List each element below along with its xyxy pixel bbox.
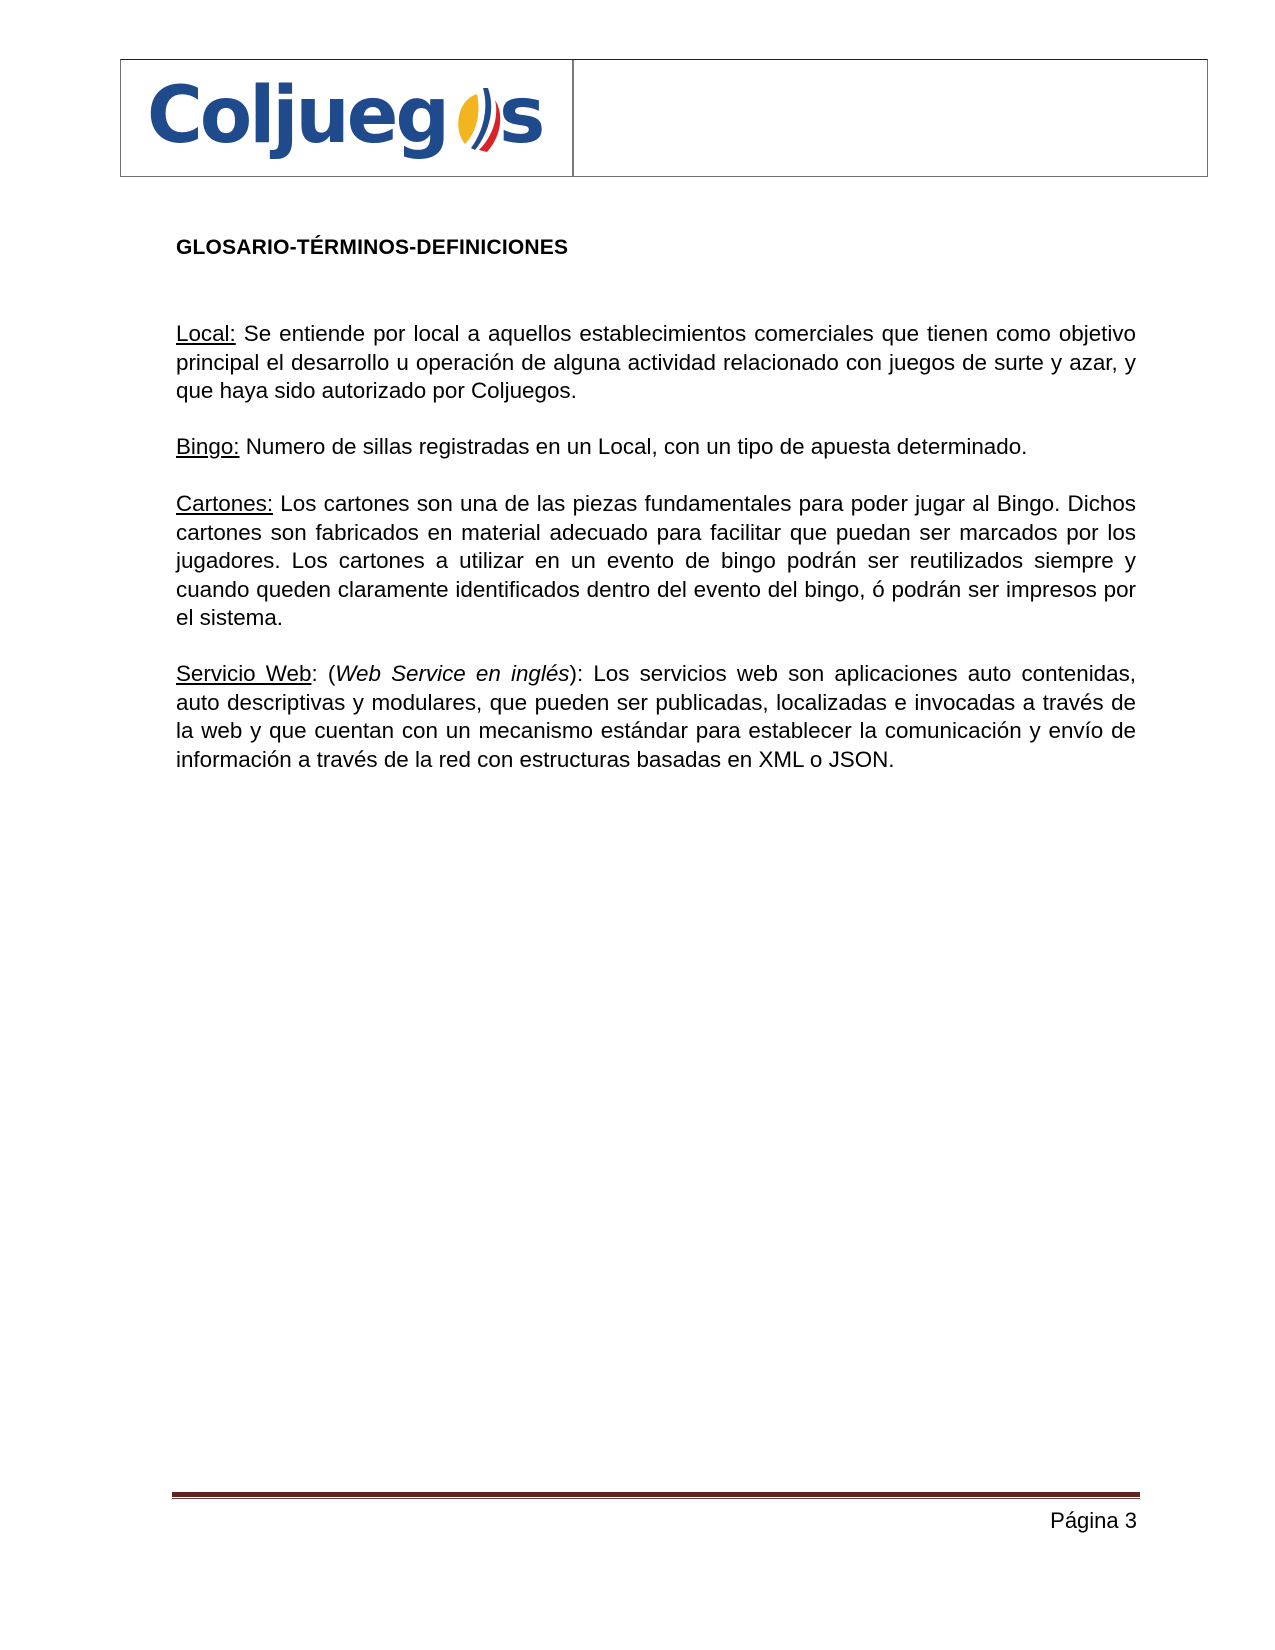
glossary-definition: Los cartones son una de las piezas fundamentales para poder jugar al Bingo. Dichos cartones son fabricados en material adecuado para facilitar que puedan ser marcados por los jugadores. Los cartones a utilizar en un evento de bingo podrán ser reutilizados siempre y cuando queden claramente identificados dentro del evento del bingo, ó podrán ser impresos por el sistema. <box>176 491 1136 630</box>
logo-swoosh-icon <box>458 88 500 152</box>
header-empty-cell <box>574 60 1207 176</box>
document-title: GLOSARIO-TÉRMINOS-DEFINICIONES <box>176 236 569 259</box>
glossary-separator: : ( <box>311 661 336 686</box>
glossary-term: Bingo: <box>176 434 240 459</box>
glossary-definition: Se entiende por local a aquellos establecimientos comerciales que tienen como objetivo principal el desarrollo u operación de alguna actividad relacionado con juegos de surte y azar, y que haya sido autorizado por Coljuegos. <box>176 321 1136 403</box>
coljuegos-logo <box>147 72 547 164</box>
header-logo-cell <box>121 60 574 176</box>
glossary-entry-cartones <box>176 490 1136 633</box>
document-header <box>120 59 1208 177</box>
glossary-italic-note: Web Service en inglés <box>335 661 570 686</box>
glossary-term: Servicio Web <box>176 661 312 686</box>
glossary-term: Local: <box>176 321 236 346</box>
glossary-entry-local <box>176 320 1136 406</box>
page-number: Página 3 <box>1050 1508 1137 1533</box>
svg-text:s: s <box>499 72 546 161</box>
glossary-definition: ): Los servicios web son aplicaciones auto contenidas, auto descriptivas y modulares, que pueden ser publicadas, localizadas e invocadas a través de la web y que cuentan con un mecanismo estándar para establecer la comunicación y envío de información a través de la red con estructuras basadas en XML o JSON. <box>176 661 1136 772</box>
glossary-definition: Numero de sillas registradas en un Local, con un tipo de apuesta determinado. <box>239 434 1028 459</box>
glossary-entry-servicio-web <box>176 660 1136 774</box>
glossary-term: Cartones: <box>176 491 274 516</box>
svg-text:Coljueg: Coljueg <box>147 72 447 161</box>
footer-rule <box>172 1492 1140 1499</box>
glossary-entry-bingo <box>176 433 1136 462</box>
